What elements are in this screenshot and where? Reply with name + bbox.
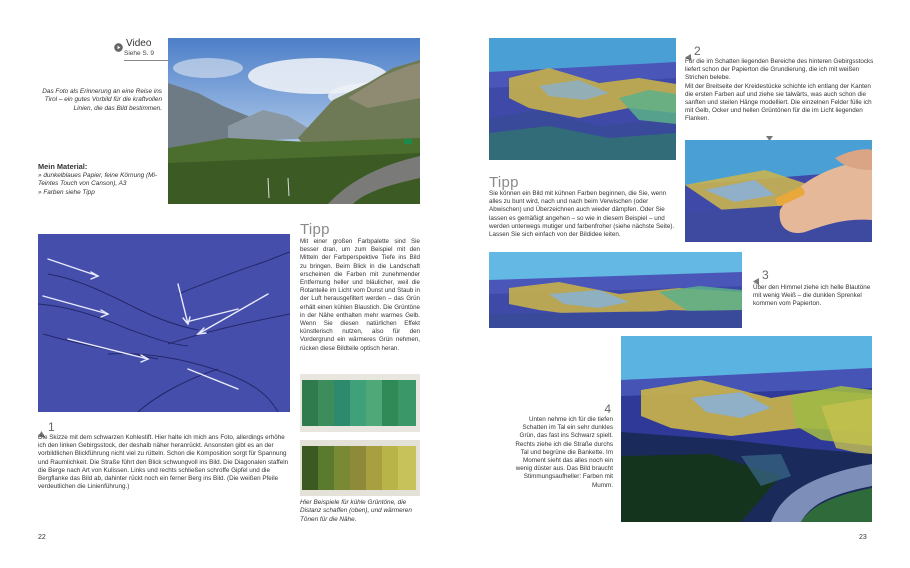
- photo-caption: Das Foto als Erinnerung an eine Reise ins Tirol – ein gutes Vorbild für die kraftvollen Linien, die das Bild bestimmen.: [42, 88, 162, 112]
- right-page: [455, 0, 910, 568]
- page-number: 22: [38, 534, 46, 541]
- step-3-painting: [489, 252, 742, 328]
- cool-green-swatches: [300, 374, 420, 432]
- material-item: » Farben siehe Tipp: [38, 188, 95, 196]
- step-3-marker: [753, 268, 769, 282]
- sketch-image: [38, 234, 290, 412]
- play-circle-icon: [114, 39, 123, 48]
- step-4-number: 4: [604, 402, 611, 416]
- step-1-marker: [38, 420, 55, 434]
- video-page-ref: Siehe S. 9: [124, 50, 154, 57]
- material-block: [38, 162, 166, 197]
- swatch-caption: Hier Beispiele für kühle Grüntöne, die Distanz schaffen (oben), und wärmeren Tönen für die Nähe.: [300, 499, 412, 523]
- step-3-text: Über den Himmel ziehe ich helle Blautöne mit wenig Weiß – die dunklen Sprenkel kommen vom Papierton.: [753, 284, 871, 308]
- hand-chalk-photo: [685, 140, 872, 242]
- arrow-down-icon: [766, 128, 773, 133]
- step-1-text: Die Skizze mit dem schwarzen Kohlestift. Hier halte ich mich ans Foto, allerdings erhöhe ich den linken Gebirgsstock, der deshalb näher heranrückt. Ansonsten gibt es an der vorbildlichen Blickführung nicht viel zu rütteln. Schon die Komposition sorgt für Spannung und Raumlichkeit. Die Straße führt den Blick schwungvoll ins Bild. Die Diagonalen staffeln die Berge nach Art von Kulissen. Links und rechts schließen schroffe Gipfel und die Bergflanke das Bild ab, dahinter rückt noch ein ferner Berg ins Bild. (Die weißen Pfeile verdeutlichen die Linienführung.): [38, 434, 289, 491]
- video-label: Video: [126, 38, 152, 49]
- warm-green-swatches: [300, 440, 420, 496]
- video-divider: [124, 60, 170, 61]
- tipp-text: Sie können ein Bild mit kühnen Farben beginnen, die Sie, wenn alles zu bunt wird, nach und nach beim Verwischen (oder Abwischen) und Überzeichnen auch wieder dämpfen. Oder Sie lassen es gemäßigt angehen – so wie in diesem Beispiel – und werden unterwegs mutiger und farbenfroher (siehe nächste Seite). Lassen Sie sich einfach von der Bildidee leiten.: [489, 190, 675, 239]
- tipp-heading: Tipp: [489, 174, 519, 191]
- material-item: » dunkelblaues Papier, feine Körnung (Mi-Teintes Touch von Canson), A3: [38, 172, 158, 188]
- step-2-number: 2: [694, 44, 701, 58]
- step-2-marker: [685, 44, 701, 58]
- step-4-painting: [621, 336, 872, 522]
- step-2-painting: [489, 38, 676, 160]
- step-1-number: 1: [48, 420, 55, 434]
- arrow-left-icon: [753, 272, 759, 279]
- video-reference[interactable]: [114, 38, 174, 57]
- step-4-text: Unten nehme ich für die tiefen Schatten im Tal ein sehr dunkles Grün, das fast ins Schwarz spielt. Rechts ziehe ich die Straße durchs Tal und begrüne die Bankette. Im Moment sieht das alles noch ein wenig düster aus. Das Bild braucht Stimmungsaufheller: Farben mit Mumm.: [515, 416, 613, 489]
- step-2-text: Für die im Schatten liegenden Bereiche des hinteren Gebirgsstocks liefert schon der Papierton die Grundierung, die ich mit weißen Strichen belebe. Mit der Breitseite der Kreidestücke schichte ich entlang der Kanten die ersten Farben auf und ziehe sie talwärts, was auch schon die sanften und steilen Hänge modelliert. Die einzelnen Felder fülle ich mit Gelb, Ocker und hellen Grüntönen für die im Licht liegenden Flanken.: [685, 58, 874, 123]
- tipp-heading: Tipp: [300, 221, 330, 238]
- material-heading: Mein Material:: [38, 162, 88, 171]
- tirol-photo: [168, 38, 420, 204]
- tipp-text: Mit einer großen Farbpalette sind Sie besser dran, um zum Beispiel mit den Mitteln der Farbperspektive Tiefe ins Bild zu bringen. Beim Blick in die Landschaft erscheinen die Farben mit zunehmender Entfernung heller und bläulicher, weil die Rotanteile im Licht vom Dunst und Staub in der Luft herausgefiltert werden – das Grün erhält einen kühlen Blaustich. Die Grüntöne in der Nähe enthalten mehr warmes Gelb. Wenn Sie diesen natürlichen Effekt künstlerisch nutzen, also für den Vordergrund ein wärmeres Grün nehmen, rücken diese Bildteile optisch heran.: [300, 238, 420, 352]
- step-3-number: 3: [762, 268, 769, 282]
- arrow-up-icon: [38, 424, 45, 430]
- arrow-left-icon: [685, 48, 691, 55]
- page-number: 23: [859, 534, 867, 541]
